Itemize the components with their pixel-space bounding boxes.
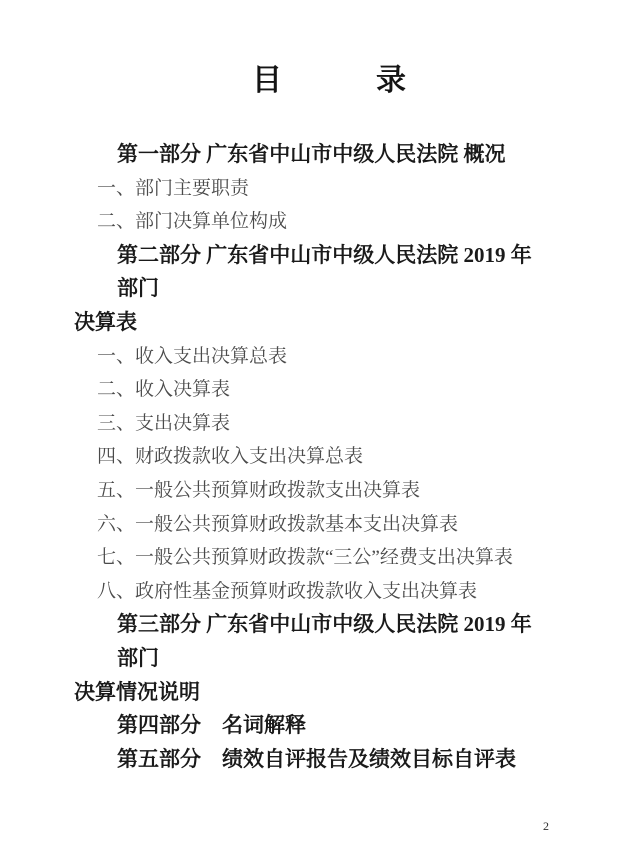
toc-section-heading-part2: 第二部分 广东省中山市中级人民法院 2019 年部门	[117, 242, 532, 301]
toc-item-fiscal-summary: 四、财政拨款收入支出决算总表	[97, 446, 364, 468]
table-of-contents	[74, 138, 545, 776]
toc-item-unit-composition: 二、部门决算单位构成	[97, 211, 288, 233]
page-title: 目 录	[252, 64, 407, 97]
toc-section-heading-part2-cont: 决算表	[74, 309, 137, 334]
toc-section-heading-part1: 第一部分 广东省中山市中级人民法院 概况	[117, 142, 506, 166]
toc-item-expense-table: 三、支出决算表	[97, 412, 231, 434]
page-number: 2	[543, 819, 549, 833]
toc-item-basic-expense: 六、一般公共预算财政拨款基本支出决算表	[97, 513, 459, 535]
toc-item-three-public-expense: 七、一般公共预算财政拨款“三公”经费支出决算表	[97, 547, 513, 569]
toc-section-heading-part4: 第四部分 名词解释	[117, 713, 306, 738]
toc-item-gov-fund-budget: 八、政府性基金预算财政拨款收入支出决算表	[97, 580, 478, 602]
toc-item-income-expense-summary: 一、收入支出决算总表	[97, 345, 288, 367]
toc-item-income-table: 二、收入决算表	[97, 379, 231, 401]
toc-section-heading-part3-cont: 决算情况说明	[74, 679, 200, 704]
toc-section-heading-part3: 第三部分 广东省中山市中级人民法院 2019 年部门	[117, 612, 532, 670]
toc-item-public-budget-expense: 五、一般公共预算财政拨款支出决算表	[97, 479, 421, 501]
toc-section-heading-part5: 第五部分 绩效自评报告及绩效目标自评表	[117, 746, 516, 771]
toc-item-duties: 一、部门主要职责	[97, 177, 250, 199]
